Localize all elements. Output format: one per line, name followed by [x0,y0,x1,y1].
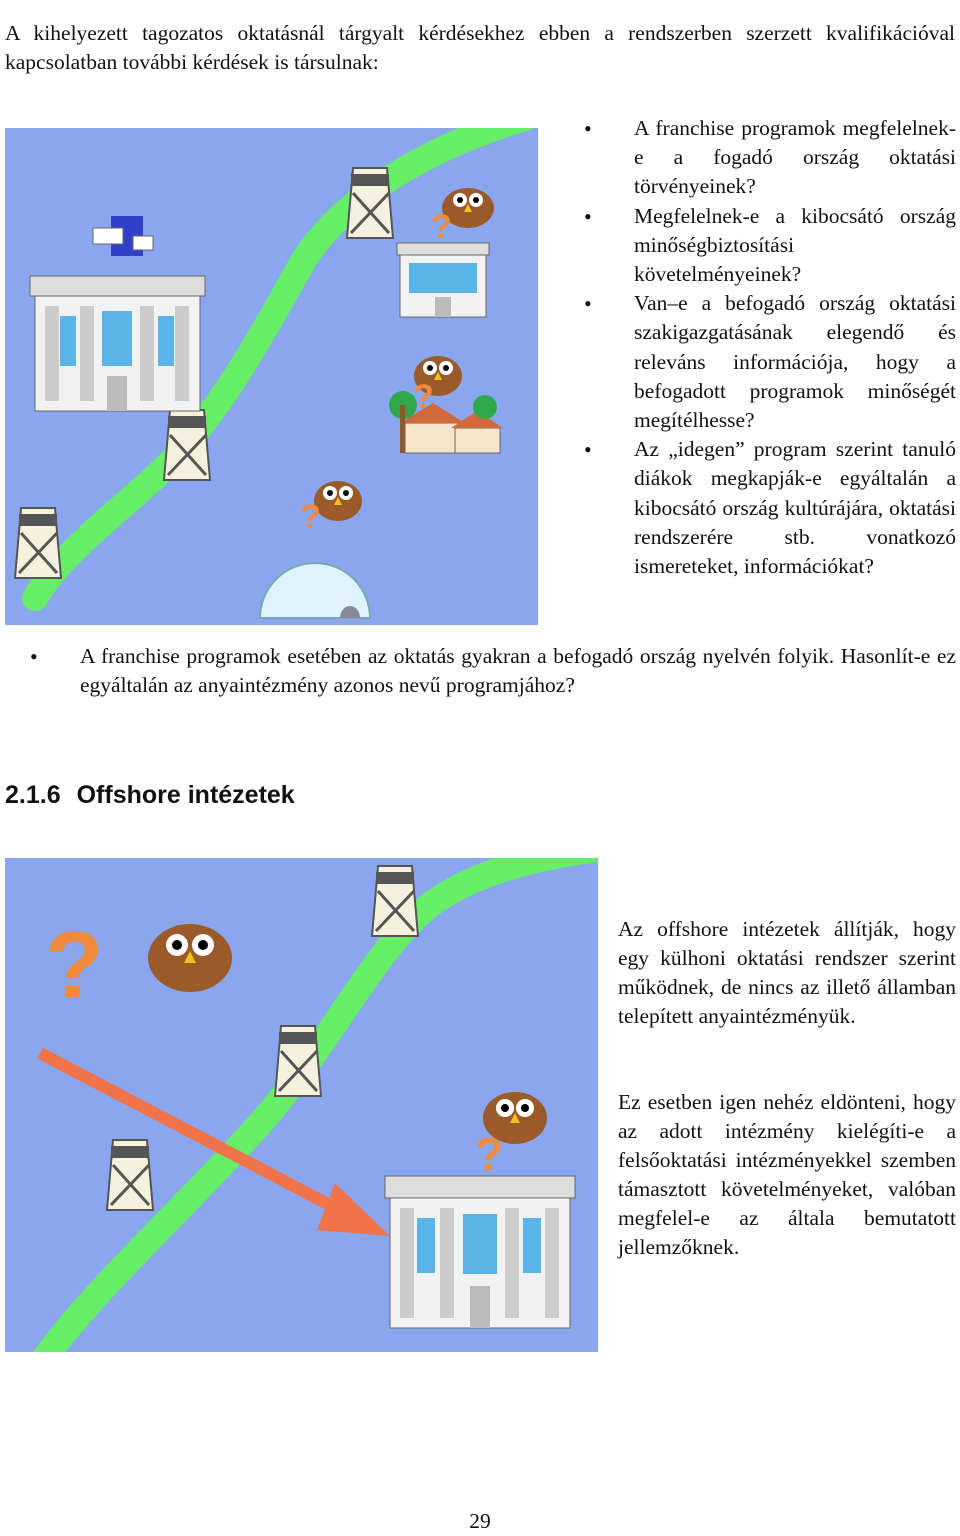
offshore-paragraph-1: Az offshore intézetek állítják, hogy egy külhoni oktatási rendszer szerint működnek, de nincs az illető államban telepített anyaintézményük. [618,916,956,1028]
section-number: 2.1.6 [5,781,61,809]
owl-icon [148,924,232,992]
arrow-head [317,1183,390,1236]
offshore-paragraph-2: Ez esetben igen nehéz eldönteni, hogy az adott intézmény kielégíti-e a felsőoktatási intézményekkel szemben támasztott követelményeket, valóban megfelel-e az általa bemutatott jellemzőknek. [618,1089,956,1259]
bullet-list-wide [36,642,956,700]
offshore-illustration [5,858,598,1352]
tower-icon [164,410,210,480]
houses-palms-icon [389,391,503,453]
tower-icon [275,1026,321,1096]
bullet-list-questions [590,114,956,581]
small-building-icon [397,243,489,317]
question-mark: ? [431,208,452,246]
list-item: • Megfelelnek-e a kibocsátó ország minőségbiztosítási követelményeinek? [590,202,956,290]
list-item: • A franchise programok megfelelnek-e a fogadó ország oktatási törvényeinek? [590,114,956,202]
tower-icon [15,508,61,578]
list-item: • Van–e a befogadó ország oktatási szakigazgatásának elegendő és releváns információja, hogy a befogadott programok minőségét megítélhesse? [590,289,956,435]
list-item: • A franchise programok esetében az oktatás gyakran a befogadó ország nyelvén folyik. Hasonlít-e ez egyáltalán az anyaintézmény azonos nevű programjához? [36,642,956,700]
diploma-book-icon [93,216,153,256]
list-item: • Az „idegen” program szerint tanuló diákok megkapják-e egyáltalán a kibocsátó ország kultúrájára, oktatási rendszerére stb. vonatkozó ismereteket, információkat? [590,435,956,581]
university-building-icon [385,1176,575,1328]
page-number: 29 [469,1509,491,1533]
question-mark: ? [475,1128,504,1180]
question-mark: ? [45,912,104,1019]
question-mark: ? [413,378,434,416]
section-heading [5,781,295,810]
university-building-icon [30,276,205,411]
tower-icon [372,866,418,936]
tower-icon [347,168,393,238]
section-title: Offshore intézetek [76,781,295,809]
question-mark: ? [300,498,321,536]
tower-icon [107,1140,153,1210]
intro-paragraph: A kihelyezett tagozatos oktatásnál tárgyalt kérdésekhez ebben a rendszerben szerzett kvalifikációval kapcsolatban további kérdések is társulnak: [5,20,955,74]
igloo-icon [260,563,370,618]
owl-icon [314,481,362,521]
franchise-illustration [5,128,538,625]
